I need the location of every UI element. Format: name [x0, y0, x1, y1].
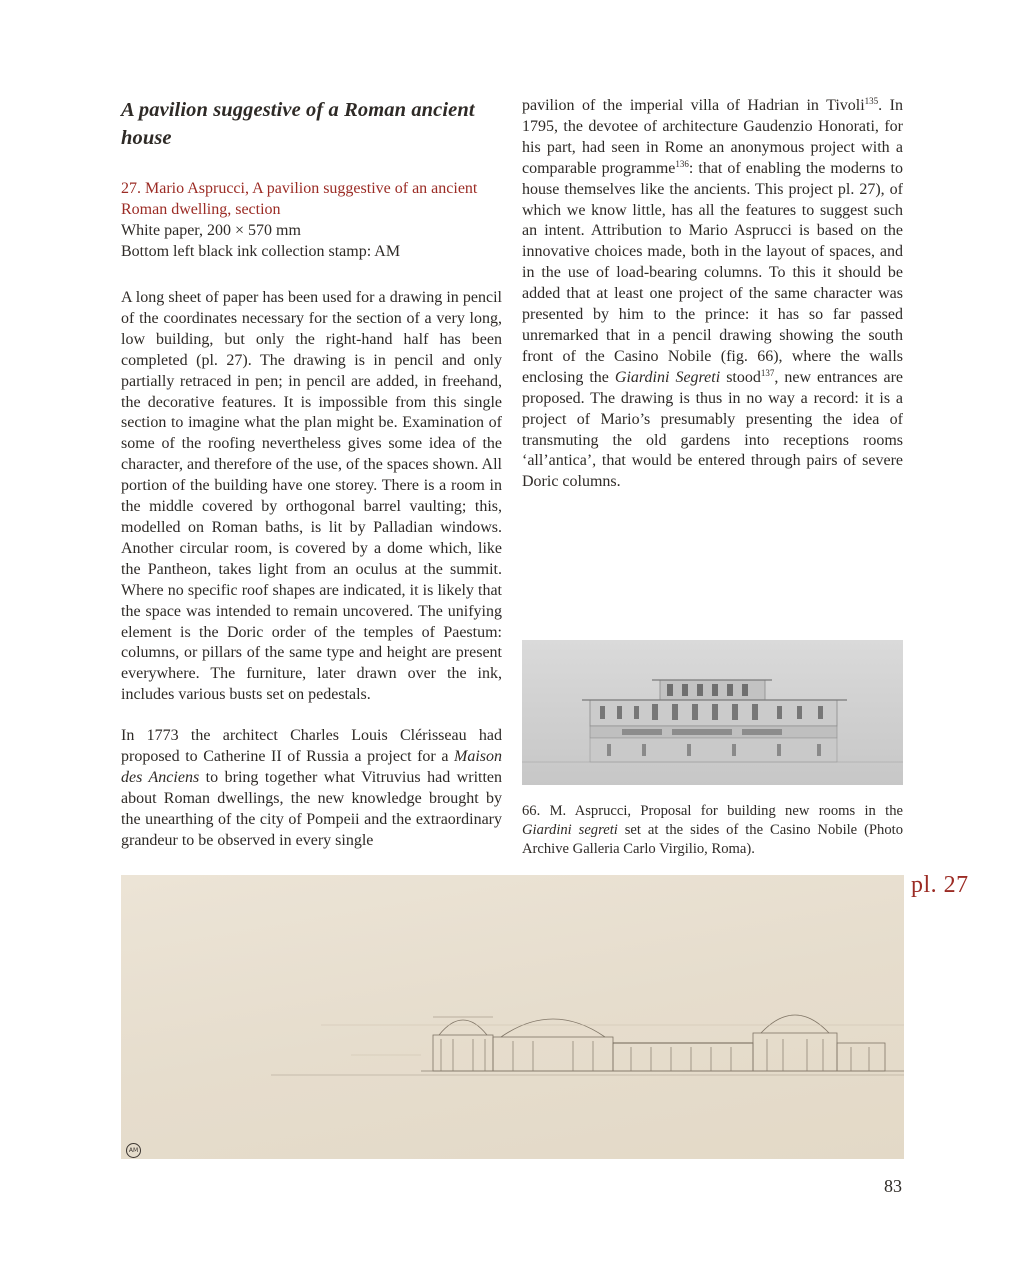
giardini-segreti-italic: Giardini Segreti — [614, 368, 721, 386]
paragraph-3-text-c: : that of enabling the moderns to house themselves like the ancients. This project pl. 27), of which we know little, has all the features to suggest such an intent. Attribution to Mario Asprucci is based on the innovative choices made, both in the layout of spaces, and in the use of load-bearing columns. To this it should be added that at least one project of the same character was presented by him to the prince: it has so far passed unremarked that in a pencil drawing showing the south front of the Casino Nobile (fig. 66), where the walls enclosing the — [522, 159, 904, 386]
collection-stamp-am: AM — [126, 1143, 141, 1158]
section-heading: A pavilion suggestive of a Roman ancient house — [121, 99, 475, 149]
body-paragraph-2 — [121, 726, 502, 851]
casino-nobile-drawing — [522, 640, 903, 785]
plate-caption-stamp: Bottom left black ink collection stamp: AM — [121, 243, 401, 260]
footnote-ref-137: 137 — [760, 367, 775, 378]
plate-label: pl. 27 — [911, 872, 969, 898]
figure-66-caption-text-a: 66. M. Asprucci, Proposal for building new rooms in the — [522, 803, 903, 819]
figure-66-caption-text-b: set at the sides of the Casino Nobile (Photo Archive Galleria Carlo Virgilio, Roma). — [522, 822, 903, 857]
right-column — [522, 96, 903, 493]
paragraph-3-text-b: . In 1795, the devotee of architecture Gaudenzio Honorati, for his part, had seen in Rome an anonymous project with a comparable programme — [522, 97, 904, 177]
paragraph-3-text-a: pavilion of the imperial villa of Hadrian in Tivoli — [522, 97, 865, 114]
figure-66-caption-italic: Giardini segreti — [522, 822, 618, 838]
footnote-ref-136: 136 — [675, 158, 689, 169]
page-number: 83 — [884, 1176, 902, 1196]
left-column — [121, 96, 502, 852]
figure-66-caption — [522, 802, 903, 859]
body-paragraph-2-text-b: to bring together what Vitruvius had written about Roman dwellings, the new knowledge brought by the unearthing of the city of Pompeii and the extraordinary grandeur to be observed in every single — [121, 768, 503, 849]
pavilion-section-drawing — [121, 875, 904, 1159]
footnote-ref-135: 135 — [864, 96, 879, 106]
paragraph-3-text-d: stood — [720, 368, 761, 386]
body-paragraph-2-text-a: In 1773 the architect Charles Louis Clérisseau had proposed to Catherine II of Russia a project for a — [121, 727, 502, 766]
plate-caption-title: 27. Mario Asprucci, A pavilion suggestive of an ancient Roman dwelling, section — [121, 180, 478, 218]
figure-66-image — [522, 640, 903, 785]
paragraph-3-text-e: , new entrances are proposed. The drawing is thus in no way a record: it is a project of Mario’s presumably presenting the idea of transmuting the old gardens into receptions rooms ‘all’antica’, that would be entered through pairs of severe Doric columns. — [522, 368, 903, 491]
body-paragraph-1: A long sheet of paper has been used for a drawing in pencil of the coordinates necessary for the section of a very long, low building, but only the right-hand half has been completed (pl. 27). The drawing is in pencil and only partially retraced in pen; in pencil are added, in freehand, the decorative features. It is impossible from this single section to imagine what the plan might be. Examination of some of the roofing nevertheless gives some idea of the character, and therefore of the use, of the spaces shown. All portion of the building have one storey. There is a room in the middle covered by orthogonal barrel vaulting; this, modelled on Roman baths, is lit by Palladian windows. Another circular room, is covered by a dome which, like the Pantheon, takes light from an oculus at the summit. Where no specific roof shapes are indicated, it is likely that the space was intended to remain uncovered. The unifying element is the Doric order of the temples of Paestum: columns, or pillars of the same type and height are present everywhere. The furniture, later drawn over the ink, includes various busts set on pedestals. — [121, 289, 502, 704]
maison-des-anciens-italic: Maison des Anciens — [121, 748, 502, 786]
plate-27-image — [121, 875, 904, 1159]
body-paragraph-3 — [522, 96, 903, 493]
plate-caption-material: White paper, 200 × 570 mm — [121, 222, 301, 239]
